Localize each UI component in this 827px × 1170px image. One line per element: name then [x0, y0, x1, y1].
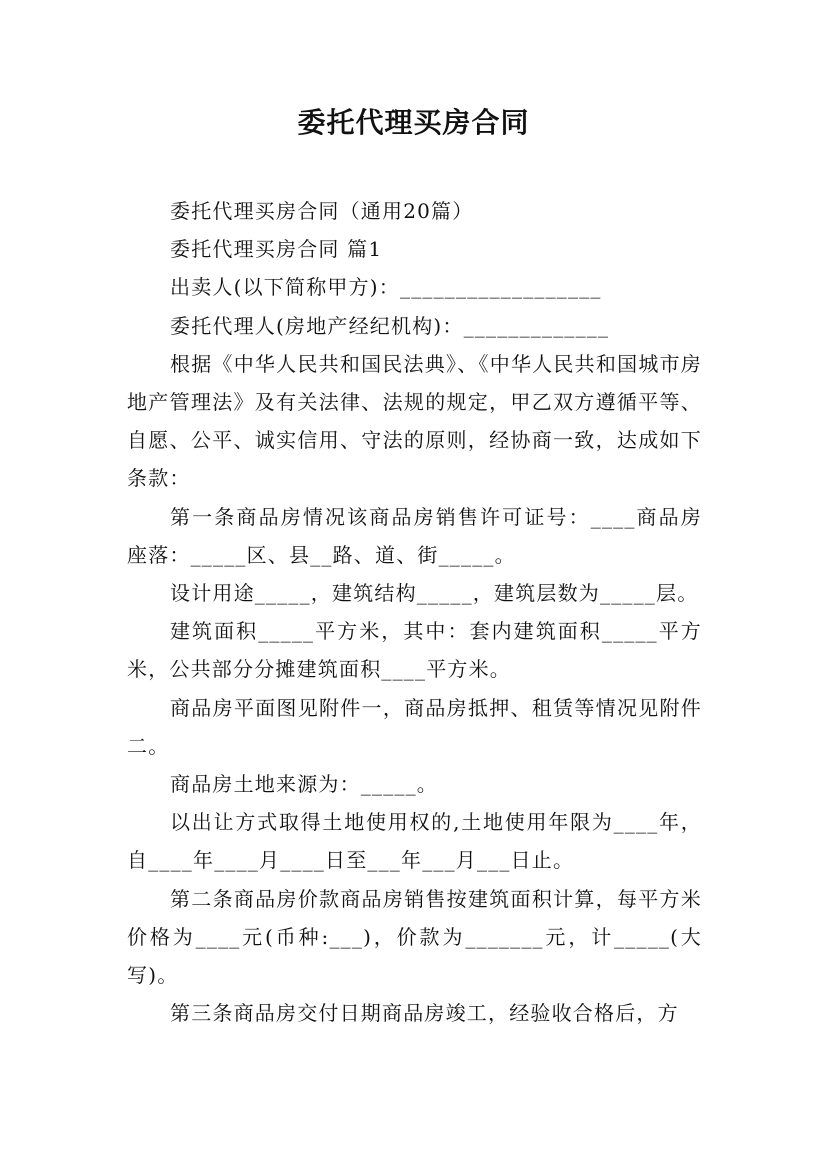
paragraph-seller: 出卖人(以下简称甲方)：__________________	[170, 275, 602, 300]
paragraph-design-use: 设计用途_____，建筑结构_____，建筑层数为_____层。	[170, 581, 699, 606]
paragraph-agent: 委托代理人(房地产经纪机构)：_____________	[170, 313, 610, 338]
paragraph-heading: 委托代理买房合同（通用20篇）	[170, 199, 474, 223]
paragraph-article-2: 第二条商品房价款商品房销售按建筑面积计算，每平方米价格为____元(币种:___)，价款为_______元，计_____(大写)。	[127, 886, 702, 988]
paragraph-preamble: 根据《中华人民共和国民法典》、《中华人民共和国城市房地产管理法》及有关法律、法规的规定，甲乙双方遵循平等、自愿、公平、诚实信用、守法的原则，经协商一致，达成如下条款：	[127, 351, 702, 491]
paragraph-land-source: 商品房土地来源为：_____。	[170, 772, 438, 797]
paragraph-floor-area: 建筑面积_____平方米，其中：套内建筑面积_____平方米，公共部分分摊建筑面积____平方米。	[127, 619, 702, 682]
document-title: 委托代理买房合同	[297, 106, 530, 139]
paragraph-article-1: 第一条商品房情况该商品房销售许可证号：____商品房座落：_____区、县__路、道、街_____。	[127, 504, 702, 567]
paragraph-article-3: 第三条商品房交付日期商品房竣工，经验收合格后，方	[170, 1001, 679, 1026]
document-body	[127, 192, 702, 1032]
paragraph-land-term: 以出让方式取得土地使用权的,土地使用年限为____年，自____年____月____日至___年___月___日止。	[127, 810, 702, 873]
paragraph-section-title: 委托代理买房合同 篇1	[170, 237, 383, 262]
paragraph-attachments: 商品房平面图见附件一，商品房抵押、租赁等情况见附件二。	[127, 695, 702, 758]
